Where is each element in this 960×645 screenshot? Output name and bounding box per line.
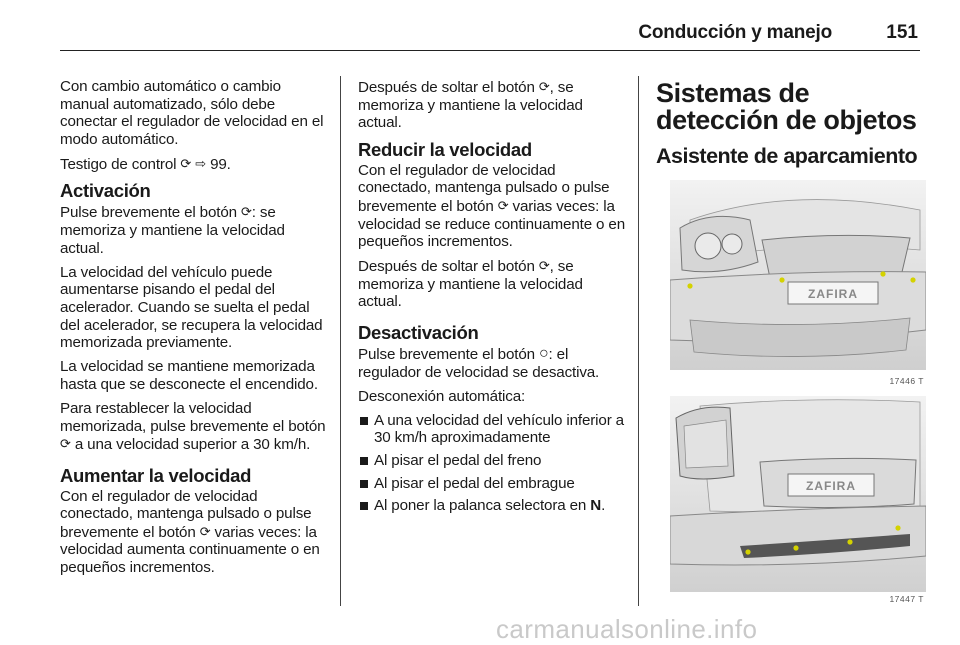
reducir-paragraph-1: Con el regulador de velocidad conectado, mantenga pulsado o pulse brevemente el botón ⟳ varias veces: la velocidad se reduce continuamente o en pequeños incrementos. [358, 161, 626, 251]
activacion-paragraph-4: Para restablecer la velocidad memorizada, pulse brevemente el botón ⟳ a una velocidad superior a 30 km/h. [60, 399, 326, 454]
desactivacion-paragraph-1: Pulse brevemente el botón ○: el regulador de velocidad se desactiva. [358, 345, 600, 381]
list-item: Al pisar el pedal del embrague [358, 475, 626, 493]
activacion-paragraph-1: Pulse brevemente el botón ⟳: se memoriza y mantiene la velocidad actual. [60, 204, 285, 257]
desconexion-list [358, 412, 626, 515]
cruise-resume-icon: ⟳ [180, 155, 192, 171]
section-heading: Asistente de aparcamiento [656, 144, 918, 168]
desconexion-label: Desconexión automática: [358, 387, 526, 405]
cruise-set-icon: ⟳ [497, 197, 509, 213]
sensor-dot [895, 525, 900, 530]
column-divider [638, 76, 639, 606]
column-2 [358, 78, 626, 520]
rear-bumper-illustration [670, 396, 926, 606]
heading-activacion: Activación [60, 180, 151, 202]
soltar-paragraph: Después de soltar el botón ⟳, se memoriza y mantiene la velocidad actual. [358, 79, 583, 132]
plate-label: ZAFIRA [806, 479, 856, 493]
sensor-dot [910, 277, 915, 282]
activacion-paragraph-2: La velocidad del vehículo puede aumentarse pisando el pedal del acelerador. Cuando se suelta el pedal del acelerador, se recupera la velocidad memorizada previamente. [60, 263, 323, 352]
heading-desactivacion: Desactivación [358, 322, 479, 344]
activacion-paragraph-3: La velocidad se mantiene memorizada hasta que se desconecte el encendido. [60, 358, 318, 393]
column-divider [340, 76, 341, 606]
page-number: 151 [886, 22, 918, 43]
heading-aumentar: Aumentar la velocidad [60, 464, 252, 486]
cruise-set-icon: ⟳ [60, 436, 71, 452]
heading-reducir: Reducir la velocidad [358, 138, 532, 160]
intro-paragraph: Con cambio automático o cambio manual automatizado, sólo debe conectar el regulador de velocidad en el modo automático. [60, 78, 324, 148]
section-title: Conducción y manejo [638, 22, 832, 43]
figure-number: 17447 T [889, 594, 924, 604]
sensor-dot [745, 549, 750, 554]
front-car-image [670, 180, 926, 394]
watermark: carmanualsonline.info [496, 614, 758, 644]
reference-arrow-icon: ⇨ [195, 155, 206, 171]
sensor-dot [687, 283, 692, 288]
sensor-dot [847, 539, 852, 544]
page-header [60, 14, 920, 51]
cruise-off-icon: ○ [539, 345, 549, 363]
column-1 [60, 78, 328, 583]
sensor-dot [779, 277, 784, 282]
cruise-resume-icon: ⟳ [241, 204, 252, 220]
sensor-dot [880, 271, 885, 276]
cruise-resume-icon: ⟳ [538, 79, 550, 94]
column-3 [656, 78, 926, 178]
testigo-paragraph: Testigo de control ⟳ ⇨ 99. [60, 155, 231, 173]
chapter-heading: Sistemas de detección de objetos [656, 78, 917, 135]
front-bumper-illustration [670, 180, 926, 394]
figure-number: 17446 T [889, 376, 924, 386]
reducir-paragraph-2: Después de soltar el botón ⟳, se memoriza y mantiene la velocidad actual. [358, 258, 583, 311]
list-item: Al pisar el pedal del freno [358, 452, 626, 470]
sensor-dot [793, 545, 798, 550]
rear-car-image [670, 396, 926, 592]
aumentar-paragraph: Con el regulador de velocidad conectado, mantenga pulsado o pulse brevemente el botón ⟳ varias veces: la velocidad aumenta continuamente o en pequeños incrementos. [60, 487, 320, 577]
plate-label: ZAFIRA [808, 287, 858, 301]
cruise-resume-icon: ⟳ [199, 523, 211, 539]
list-item: Al poner la palanca selectora en N. [358, 497, 626, 515]
cruise-set-icon: ⟳ [538, 258, 550, 274]
list-item: A una velocidad del vehículo inferior a 30 km/h aproximadamente [358, 412, 626, 447]
